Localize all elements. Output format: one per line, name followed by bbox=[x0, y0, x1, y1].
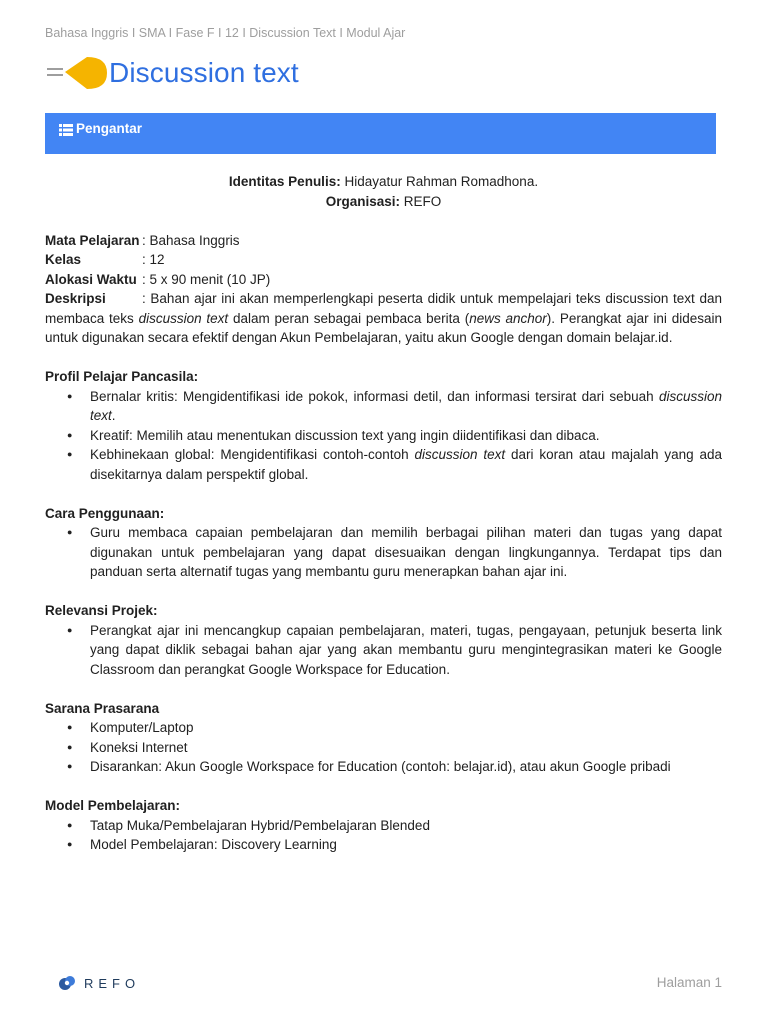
section-banner bbox=[45, 113, 716, 154]
subject-label: Mata Pelajaran bbox=[45, 232, 140, 248]
document-title: Discussion text bbox=[109, 57, 299, 88]
organization-label: Organisasi: bbox=[325, 193, 400, 209]
class-label: Kelas bbox=[45, 252, 82, 267]
list-item bbox=[45, 387, 722, 426]
running-header: Bahasa Inggris I SMA I Fase F I 12 I Discussion Text I Modul Ajar bbox=[45, 26, 406, 40]
list-item-emphasis: discussion text bbox=[90, 388, 722, 423]
relevansi-list bbox=[45, 621, 722, 680]
document-body bbox=[45, 172, 722, 855]
time-allocation-value: : 5 x 90 menit (10 JP) bbox=[142, 271, 271, 287]
banner-label: Pengantar bbox=[76, 121, 143, 136]
list-item bbox=[45, 445, 722, 484]
model-title: Model Pembelajaran: bbox=[45, 798, 181, 813]
description-emphasis: news anchor bbox=[469, 310, 547, 326]
sarana-list bbox=[45, 718, 722, 777]
refo-logo-icon bbox=[58, 975, 76, 991]
model-list bbox=[45, 816, 722, 855]
list-item-text: Kebhinekaan global: Mengidentifikasi contoh-contoh bbox=[90, 447, 415, 462]
profil-title: Profil Pelajar Pancasila: bbox=[45, 369, 199, 384]
list-item: ● Komputer/Laptop bbox=[45, 718, 722, 738]
sarana-title: Sarana Prasarana bbox=[45, 700, 160, 716]
list-item: ● Perangkat ajar ini mencangkup capaian pembelajaran, materi, tugas, pengayaan, petunjuk beserta link yang dapat diklik sebagai bahan ajar yang akan membantu guru mengintegrasikan materi ke Google Classroom dan perangkat Google Workspace for Education. bbox=[45, 621, 722, 680]
time-allocation-line bbox=[45, 270, 722, 290]
list-item-text: Bernalar kritis: Mengidentifikasi ide pokok, informasi detil, dan informasi tersirat dari sebuah bbox=[90, 388, 659, 404]
megaphone-icon bbox=[45, 55, 107, 91]
subject-line bbox=[45, 231, 722, 251]
list-item-text: . bbox=[111, 408, 116, 423]
description-paragraph bbox=[45, 289, 722, 348]
author-value: Hidayatur Rahman Romadhona. bbox=[344, 174, 539, 189]
subject-value: : Bahasa Inggris bbox=[142, 232, 240, 248]
list-item: ● Tatap Muka/Pembelajaran Hybrid/Pembelajaran Blended bbox=[45, 816, 722, 836]
description-emphasis: discussion text bbox=[138, 310, 229, 326]
list-item: ● Model Pembelajaran: Discovery Learning bbox=[45, 835, 722, 855]
list-item-text: dari koran atau majalah yang ada disekitarnya dalam perspektif global. bbox=[90, 447, 723, 482]
footer-logo bbox=[58, 975, 140, 991]
title-row bbox=[45, 55, 299, 91]
relevansi-title: Relevansi Projek: bbox=[45, 603, 158, 618]
description-text: dalam peran sebagai pembaca berita ( bbox=[228, 310, 470, 326]
profil-list bbox=[45, 387, 722, 485]
list-item: ● Guru membaca capaian pembelajaran dan memilih berbagai pilihan materi dan tugas yang dapat digunakan untuk pembelajaran yang dapat disesuaikan dengan lingkungannya. Terdapat tips dan panduan serta alternatif tugas yang membantu guru menerapkan bahan ajar ini. bbox=[45, 523, 722, 582]
cara-list bbox=[45, 523, 722, 582]
list-icon bbox=[59, 124, 73, 136]
class-line bbox=[45, 250, 722, 270]
logo-text: REFO bbox=[84, 975, 141, 991]
author-line bbox=[45, 172, 722, 192]
description-text: : Bahan ajar ini akan memperlengkapi peserta didik untuk mempelajari teks discussion text dan membaca teks bbox=[45, 291, 722, 326]
description-label: Deskripsi bbox=[45, 291, 106, 306]
time-allocation-label: Alokasi Waktu bbox=[45, 271, 137, 287]
list-item: ● Koneksi Internet bbox=[45, 738, 722, 758]
list-item: ● Kreatif: Memilih atau menentukan discussion text yang ingin diidentifikasi dan dibaca. bbox=[45, 426, 722, 446]
description-text: ). Perangkat ajar ini didesain untuk digunakan secara efektif dengan Akun Pembelajaran, yaitu akun Google dengan domain belajar.id. bbox=[45, 310, 722, 345]
page-number: Halaman 1 bbox=[656, 975, 722, 990]
list-item: ● Disarankan: Akun Google Workspace for Education (contoh: belajar.id), atau akun Google pribadi bbox=[45, 757, 722, 777]
list-item-emphasis: discussion text bbox=[414, 447, 506, 462]
author-label: Identitas Penulis: bbox=[228, 174, 341, 189]
organization-line bbox=[45, 192, 722, 212]
class-value: : 12 bbox=[142, 252, 165, 267]
organization-value: REFO bbox=[403, 193, 442, 209]
cara-title: Cara Penggunaan: bbox=[45, 505, 165, 521]
